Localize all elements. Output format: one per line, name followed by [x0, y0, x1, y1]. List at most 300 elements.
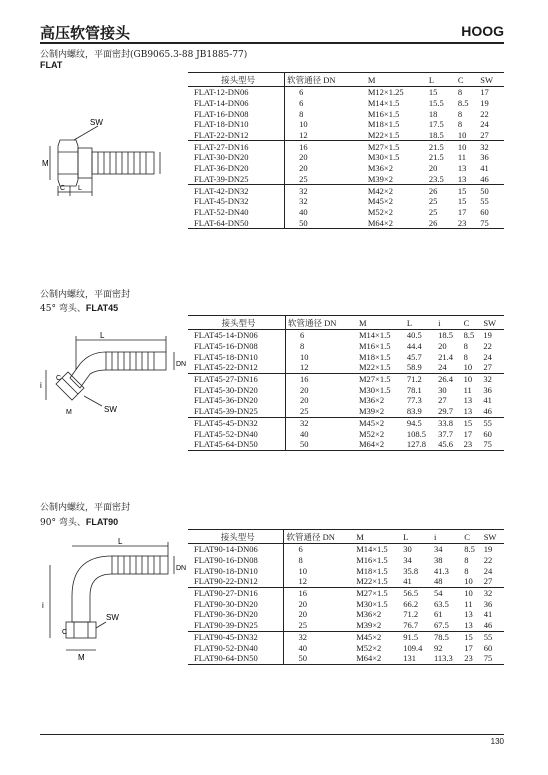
table-cell: 13 — [457, 163, 467, 174]
table-cell: M45×2 — [354, 631, 401, 642]
table-cell: M64×2 — [366, 217, 427, 228]
table-cell: FLAT90-52-DN40 — [188, 642, 284, 653]
table-cell: 50 — [285, 217, 366, 228]
column-header: 接头型号 — [188, 73, 285, 87]
table-cell: 37.7 — [438, 428, 453, 439]
table-cell: 25 — [300, 406, 309, 417]
column-header: C — [462, 316, 482, 330]
page-title: 高压软管接头 — [40, 24, 131, 42]
column-header: 接头型号 — [188, 316, 286, 330]
table-header-row — [188, 530, 504, 544]
table-cell: 32 — [299, 196, 308, 207]
table-cell: M18×1.5 — [367, 119, 400, 130]
table-cell: FLAT-14-DN06 — [188, 98, 285, 109]
table-cell: M52×2 — [367, 206, 393, 217]
table-row — [188, 609, 504, 620]
table-cell: 25 — [428, 206, 438, 217]
table-cell: 36 — [480, 152, 489, 163]
section-3-heading — [40, 515, 118, 528]
column-header: L — [427, 73, 456, 87]
table-cell: 75 — [481, 439, 504, 450]
table-cell: FLAT-45-DN32 — [188, 196, 285, 207]
table-cell: 78.5 — [432, 631, 462, 642]
table-cell: M36×2 — [358, 395, 385, 406]
table-cell: 40.5 — [406, 330, 422, 341]
label-m: M — [66, 409, 72, 416]
table-row — [188, 653, 504, 664]
table-cell: 8 — [463, 341, 468, 352]
table-cell: 83.9 — [406, 406, 422, 417]
table-cell: 6 — [299, 87, 304, 98]
section-3-description: 公制内螺纹，平面密封 — [40, 503, 131, 513]
table-cell: 40 — [299, 206, 308, 217]
table-cell: 25 — [428, 196, 438, 207]
table-cell: 15 — [462, 417, 482, 428]
table-cell: 10 — [299, 119, 308, 130]
table-cell: M52×2 — [356, 642, 382, 653]
table-cell: 44.4 — [406, 341, 422, 352]
table-cell: M45×2 — [367, 196, 393, 207]
table-cell: 36 — [483, 598, 493, 609]
table-cell: 15 — [428, 87, 438, 98]
table-cell: M18×1.5 — [358, 351, 391, 362]
table-row — [188, 565, 504, 576]
table-cell: 23 — [462, 439, 482, 450]
table-cell: FLAT90-30-DN20 — [188, 598, 284, 609]
table-cell: 16 — [286, 373, 357, 384]
table-cell: FLAT45-27-DN16 — [188, 373, 286, 384]
table-cell: 11 — [463, 384, 472, 395]
table-cell: 60 — [480, 206, 489, 217]
table-cell: FLAT-52-DN40 — [188, 207, 285, 218]
table-cell: 41 — [483, 609, 493, 620]
table-cell: 20 — [438, 341, 447, 352]
table-cell: 13 — [463, 395, 473, 406]
section-2-series: FLAT45 — [85, 303, 119, 313]
table-cell: 8 — [463, 351, 468, 362]
section-1-series: FLAT — [40, 60, 63, 70]
column-header: C — [462, 530, 481, 544]
label-l: L — [78, 185, 82, 192]
table-cell: 8.5 — [463, 330, 475, 341]
table-cell: 23 — [462, 653, 481, 664]
table-cell: 94.5 — [405, 417, 436, 428]
table-row — [188, 174, 504, 185]
flat45-spec-table — [188, 315, 504, 451]
flat-spec-table — [188, 72, 504, 229]
table-cell: FLAT-42-DN32 — [188, 185, 285, 196]
page-header — [40, 20, 504, 42]
table-row — [188, 439, 504, 450]
table-cell: FLAT90-27-DN16 — [188, 587, 284, 598]
column-header: L — [405, 316, 436, 330]
table-cell: 91.5 — [401, 631, 432, 642]
table-cell: 16 — [285, 141, 366, 152]
table-cell: 17 — [464, 642, 473, 653]
table-cell: FLAT45-22-DN12 — [188, 362, 286, 373]
table-cell: 55 — [482, 631, 504, 642]
table-cell: 27 — [483, 362, 492, 373]
table-cell: 8 — [298, 555, 303, 566]
table-cell: 8.5 — [464, 544, 475, 555]
table-cell: 8.5 — [457, 98, 469, 109]
label-sw: SW — [104, 405, 117, 414]
table-cell: 77.3 — [406, 395, 422, 406]
table-cell: 12 — [299, 130, 308, 141]
footer-divider — [40, 734, 504, 735]
table-cell: 60 — [483, 642, 493, 653]
table-cell: 40 — [300, 428, 309, 439]
table-cell: 21.5 — [428, 152, 444, 163]
table-cell: M22×1.5 — [356, 576, 388, 587]
table-cell: M16×1.5 — [367, 108, 400, 119]
flat-fitting-diagram — [40, 100, 185, 200]
table-row — [188, 141, 504, 152]
column-header: 软管通径 DN — [284, 530, 354, 544]
label-i: i — [40, 381, 42, 390]
table-row — [188, 207, 504, 218]
table-cell: M45×2 — [357, 417, 405, 428]
table-cell: 41 — [480, 163, 489, 174]
table-cell: 15 — [457, 196, 467, 207]
table-row — [188, 130, 504, 141]
table-cell: 33.8 — [436, 417, 461, 428]
table-cell: 24 — [483, 351, 492, 362]
table-cell: 21.5 — [427, 141, 456, 152]
column-header: i — [436, 316, 461, 330]
table-row — [188, 119, 504, 130]
table-cell: 76.7 — [403, 620, 419, 631]
table-cell: 15 — [456, 185, 478, 196]
table-cell: 10 — [464, 576, 473, 587]
column-header: M — [366, 73, 427, 87]
table-cell: 10 — [462, 587, 481, 598]
table-cell: 21.4 — [438, 351, 453, 362]
table-cell: 26 — [427, 217, 456, 228]
table-cell: M42×2 — [366, 185, 427, 196]
section-2-heading — [40, 301, 118, 314]
table-row — [188, 330, 504, 341]
table-row — [188, 587, 504, 598]
table-cell: 32 — [482, 587, 504, 598]
table-cell: FLAT45-30-DN20 — [188, 384, 286, 395]
table-cell: 41.3 — [434, 565, 449, 576]
table-cell: M14×1.5 — [356, 544, 388, 555]
table-cell: 13 — [464, 620, 473, 631]
table-cell: FLAT90-64-DN50 — [188, 653, 284, 664]
table-cell: 78.1 — [406, 384, 422, 395]
section-3-series: FLAT90 — [85, 517, 119, 527]
table-cell: 32 — [284, 631, 354, 642]
table-cell: 13 — [463, 406, 473, 417]
table-header-row — [188, 73, 504, 87]
table-cell: 55 — [480, 196, 489, 207]
table-cell: 32 — [481, 373, 504, 384]
table-cell: 26.4 — [436, 373, 461, 384]
table-cell: 66.2 — [403, 598, 419, 609]
table-cell: 30 — [438, 384, 447, 395]
table-cell: 32 — [478, 141, 504, 152]
table-cell: 67.5 — [434, 620, 449, 631]
column-header: M — [354, 530, 401, 544]
page-number: 130 — [490, 737, 504, 746]
table-cell: 41 — [403, 576, 412, 587]
table-cell: 17 — [457, 206, 467, 217]
table-row — [188, 631, 504, 642]
table-cell: 20 — [298, 598, 307, 609]
table-cell: 25 — [298, 620, 307, 631]
table-cell: 17.5 — [428, 119, 444, 130]
table-cell: 50 — [286, 439, 357, 450]
table-cell: 25 — [299, 173, 308, 184]
table-cell: 55 — [481, 417, 504, 428]
table-row — [188, 108, 504, 119]
table-cell: 27 — [480, 130, 489, 141]
table-cell: 18.5 — [438, 330, 453, 341]
table-cell: FLAT90-14-DN06 — [188, 544, 284, 555]
column-header: SW — [482, 530, 504, 544]
table-cell: 20 — [428, 163, 438, 174]
table-cell: 50 — [284, 653, 354, 664]
header-divider — [40, 42, 504, 44]
table-cell: 127.8 — [405, 439, 436, 450]
column-header: i — [432, 530, 462, 544]
table-cell: 27 — [483, 576, 493, 587]
table-cell: 20 — [298, 609, 307, 620]
table-cell: FLAT-30-DN20 — [188, 152, 285, 163]
table-cell: 19 — [480, 98, 489, 109]
table-cell: 8 — [464, 555, 469, 566]
table-row — [188, 362, 504, 373]
flat45-fitting-diagram — [40, 330, 185, 430]
table-cell: FLAT90-36-DN20 — [188, 609, 284, 620]
brand-name: HOOG — [461, 23, 504, 39]
table-cell: 8 — [457, 108, 463, 119]
table-cell: FLAT-22-DN12 — [188, 130, 285, 141]
table-row — [188, 384, 504, 395]
table-cell: 46 — [480, 173, 489, 184]
table-cell: M14×1.5 — [358, 330, 391, 341]
table-cell: 109.4 — [403, 642, 423, 653]
table-cell: 27 — [438, 395, 447, 406]
table-cell: 71.2 — [403, 609, 419, 620]
table-cell: M39×2 — [356, 620, 382, 631]
table-cell: M27×1.5 — [366, 141, 427, 152]
table-cell: 11 — [457, 152, 466, 163]
table-cell: 12 — [298, 576, 307, 587]
table-header-row — [188, 316, 504, 330]
table-cell: FLAT90-18-DN10 — [188, 565, 284, 576]
table-cell: 92 — [434, 642, 443, 653]
table-cell: FLAT-64-DN50 — [188, 217, 285, 228]
table-cell: 18 — [428, 108, 438, 119]
table-cell: 35.8 — [403, 565, 419, 576]
table-cell: FLAT90-22-DN12 — [188, 576, 284, 587]
table-cell: 15 — [462, 631, 481, 642]
table-cell: M14×1.5 — [367, 98, 400, 109]
table-cell: 10 — [462, 373, 482, 384]
table-row — [188, 428, 504, 439]
table-cell: 131 — [401, 653, 432, 664]
table-cell: M16×1.5 — [356, 555, 388, 566]
table-row — [188, 406, 504, 417]
table-cell: 8 — [457, 119, 463, 130]
table-cell: 29.7 — [438, 406, 453, 417]
table-cell: M27×1.5 — [354, 587, 401, 598]
table-cell: 71.2 — [405, 373, 436, 384]
table-cell: 60 — [483, 428, 492, 439]
table-cell: 46 — [483, 406, 492, 417]
table-cell: M22×1.5 — [358, 362, 391, 373]
table-cell: 11 — [464, 598, 473, 609]
table-row — [188, 642, 504, 653]
table-cell: 36 — [483, 384, 492, 395]
table-cell: 61 — [434, 609, 443, 620]
label-m: M — [78, 653, 85, 662]
table-cell: 40 — [298, 642, 307, 653]
table-cell: 75 — [478, 217, 504, 228]
table-cell: M64×2 — [354, 653, 401, 664]
table-cell: 10 — [300, 351, 309, 362]
table-cell: 32 — [285, 185, 366, 196]
table-cell: 113.3 — [432, 653, 462, 664]
table-cell: 63.5 — [434, 598, 449, 609]
table-cell: M36×2 — [367, 163, 393, 174]
table-cell: 22 — [483, 555, 493, 566]
table-cell: 108.5 — [406, 428, 427, 439]
label-sw: SW — [106, 613, 119, 622]
column-header: L — [401, 530, 432, 544]
table-row — [188, 98, 504, 109]
table-cell: 8 — [300, 341, 305, 352]
table-cell: 20 — [299, 163, 308, 174]
table-cell: M36×2 — [356, 609, 382, 620]
section-1-description: 公制内螺纹，平面密封(GB9065.3-88 JB1885-77) — [40, 50, 248, 60]
table-cell: 6 — [298, 544, 303, 555]
table-cell: FLAT45-39-DN25 — [188, 406, 286, 417]
table-cell: 22 — [480, 108, 489, 119]
table-cell: FLAT45-16-DN08 — [188, 341, 286, 352]
column-header: M — [357, 316, 405, 330]
table-cell: FLAT90-16-DN08 — [188, 555, 284, 566]
table-cell: FLAT45-52-DN40 — [188, 428, 286, 439]
label-l: L — [100, 331, 105, 340]
table-cell: 17 — [480, 87, 489, 98]
table-cell: 45.7 — [406, 351, 422, 362]
table-cell: 45.6 — [436, 439, 461, 450]
table-cell: FLAT-18-DN10 — [188, 119, 285, 130]
table-cell: 24 — [438, 362, 447, 373]
table-cell: 18.5 — [428, 130, 444, 141]
table-cell: M39×2 — [367, 173, 393, 184]
table-row — [188, 620, 504, 631]
section-2-description: 公制内螺纹，平面密封 — [40, 290, 131, 300]
flat90-fitting-diagram — [40, 538, 185, 668]
table-cell: 22 — [483, 341, 492, 352]
table-cell: FLAT90-39-DN25 — [188, 620, 284, 631]
table-row — [188, 417, 504, 428]
table-cell: FLAT-12-DN06 — [188, 87, 285, 98]
label-c: C — [62, 629, 68, 636]
table-cell: 13 — [464, 609, 473, 620]
table-cell: 13 — [457, 173, 467, 184]
table-row — [188, 351, 504, 362]
table-cell: FLAT45-18-DN10 — [188, 351, 286, 362]
table-cell: 17 — [463, 428, 473, 439]
table-cell: FLAT90-45-DN32 — [188, 631, 284, 642]
table-cell: 6 — [300, 330, 305, 341]
table-cell: 15.5 — [428, 98, 444, 109]
table-cell: M18×1.5 — [356, 565, 388, 576]
table-cell: 16 — [284, 587, 354, 598]
table-cell: 6 — [299, 98, 304, 109]
table-cell: 34 — [403, 555, 412, 566]
column-header: SW — [481, 316, 504, 330]
table-cell: 23.5 — [428, 173, 444, 184]
table-cell: 8 — [299, 108, 304, 119]
table-row — [188, 341, 504, 352]
table-cell: 10 — [463, 362, 473, 373]
table-row — [188, 87, 504, 98]
table-cell: FLAT45-36-DN20 — [188, 395, 286, 406]
section-2-angle: 45° 弯头、 — [40, 304, 86, 314]
table-cell: 46 — [483, 620, 493, 631]
table-cell: 54 — [432, 587, 462, 598]
label-c: C — [60, 185, 66, 192]
label-dn: DN — [176, 361, 187, 368]
table-cell: FLAT45-45-DN32 — [188, 417, 286, 428]
table-cell: 56.5 — [401, 587, 432, 598]
table-cell: 26 — [427, 185, 456, 196]
table-row — [188, 185, 504, 196]
table-row — [188, 373, 504, 384]
table-cell: 38 — [434, 555, 443, 566]
table-cell: 20 — [299, 152, 308, 163]
table-cell: 8 — [457, 87, 463, 98]
table-cell: 58.9 — [406, 362, 422, 373]
column-header: 接头型号 — [188, 530, 284, 544]
table-cell: 10 — [298, 565, 307, 576]
table-cell: FLAT-36-DN20 — [188, 163, 285, 174]
label-c: C — [56, 375, 62, 382]
table-cell: 19 — [483, 330, 492, 341]
table-cell: 19 — [483, 544, 493, 555]
table-row — [188, 576, 504, 587]
table-cell: FLAT45-14-DN06 — [188, 330, 286, 341]
table-cell: M39×2 — [358, 406, 385, 417]
table-cell: 75 — [482, 653, 504, 664]
table-row — [188, 598, 504, 609]
table-cell: 30 — [403, 544, 412, 555]
column-header: 软管通径 DN — [285, 73, 366, 87]
table-row — [188, 152, 504, 163]
table-cell: FLAT45-64-DN50 — [188, 439, 286, 450]
table-cell: M16×1.5 — [358, 341, 391, 352]
table-cell: 8 — [464, 565, 469, 576]
table-cell: 32 — [286, 417, 357, 428]
table-cell: 20 — [300, 395, 309, 406]
label-m: M — [42, 159, 49, 168]
table-row — [188, 544, 504, 555]
table-cell: 10 — [457, 130, 467, 141]
table-cell: 20 — [300, 384, 309, 395]
section-3-angle: 90° 弯头、 — [40, 518, 86, 528]
table-row — [188, 163, 504, 174]
table-cell: M64×2 — [357, 439, 405, 450]
flat90-spec-table — [188, 529, 504, 665]
table-cell: M22×1.5 — [367, 130, 400, 141]
table-cell: M30×1.5 — [358, 384, 391, 395]
